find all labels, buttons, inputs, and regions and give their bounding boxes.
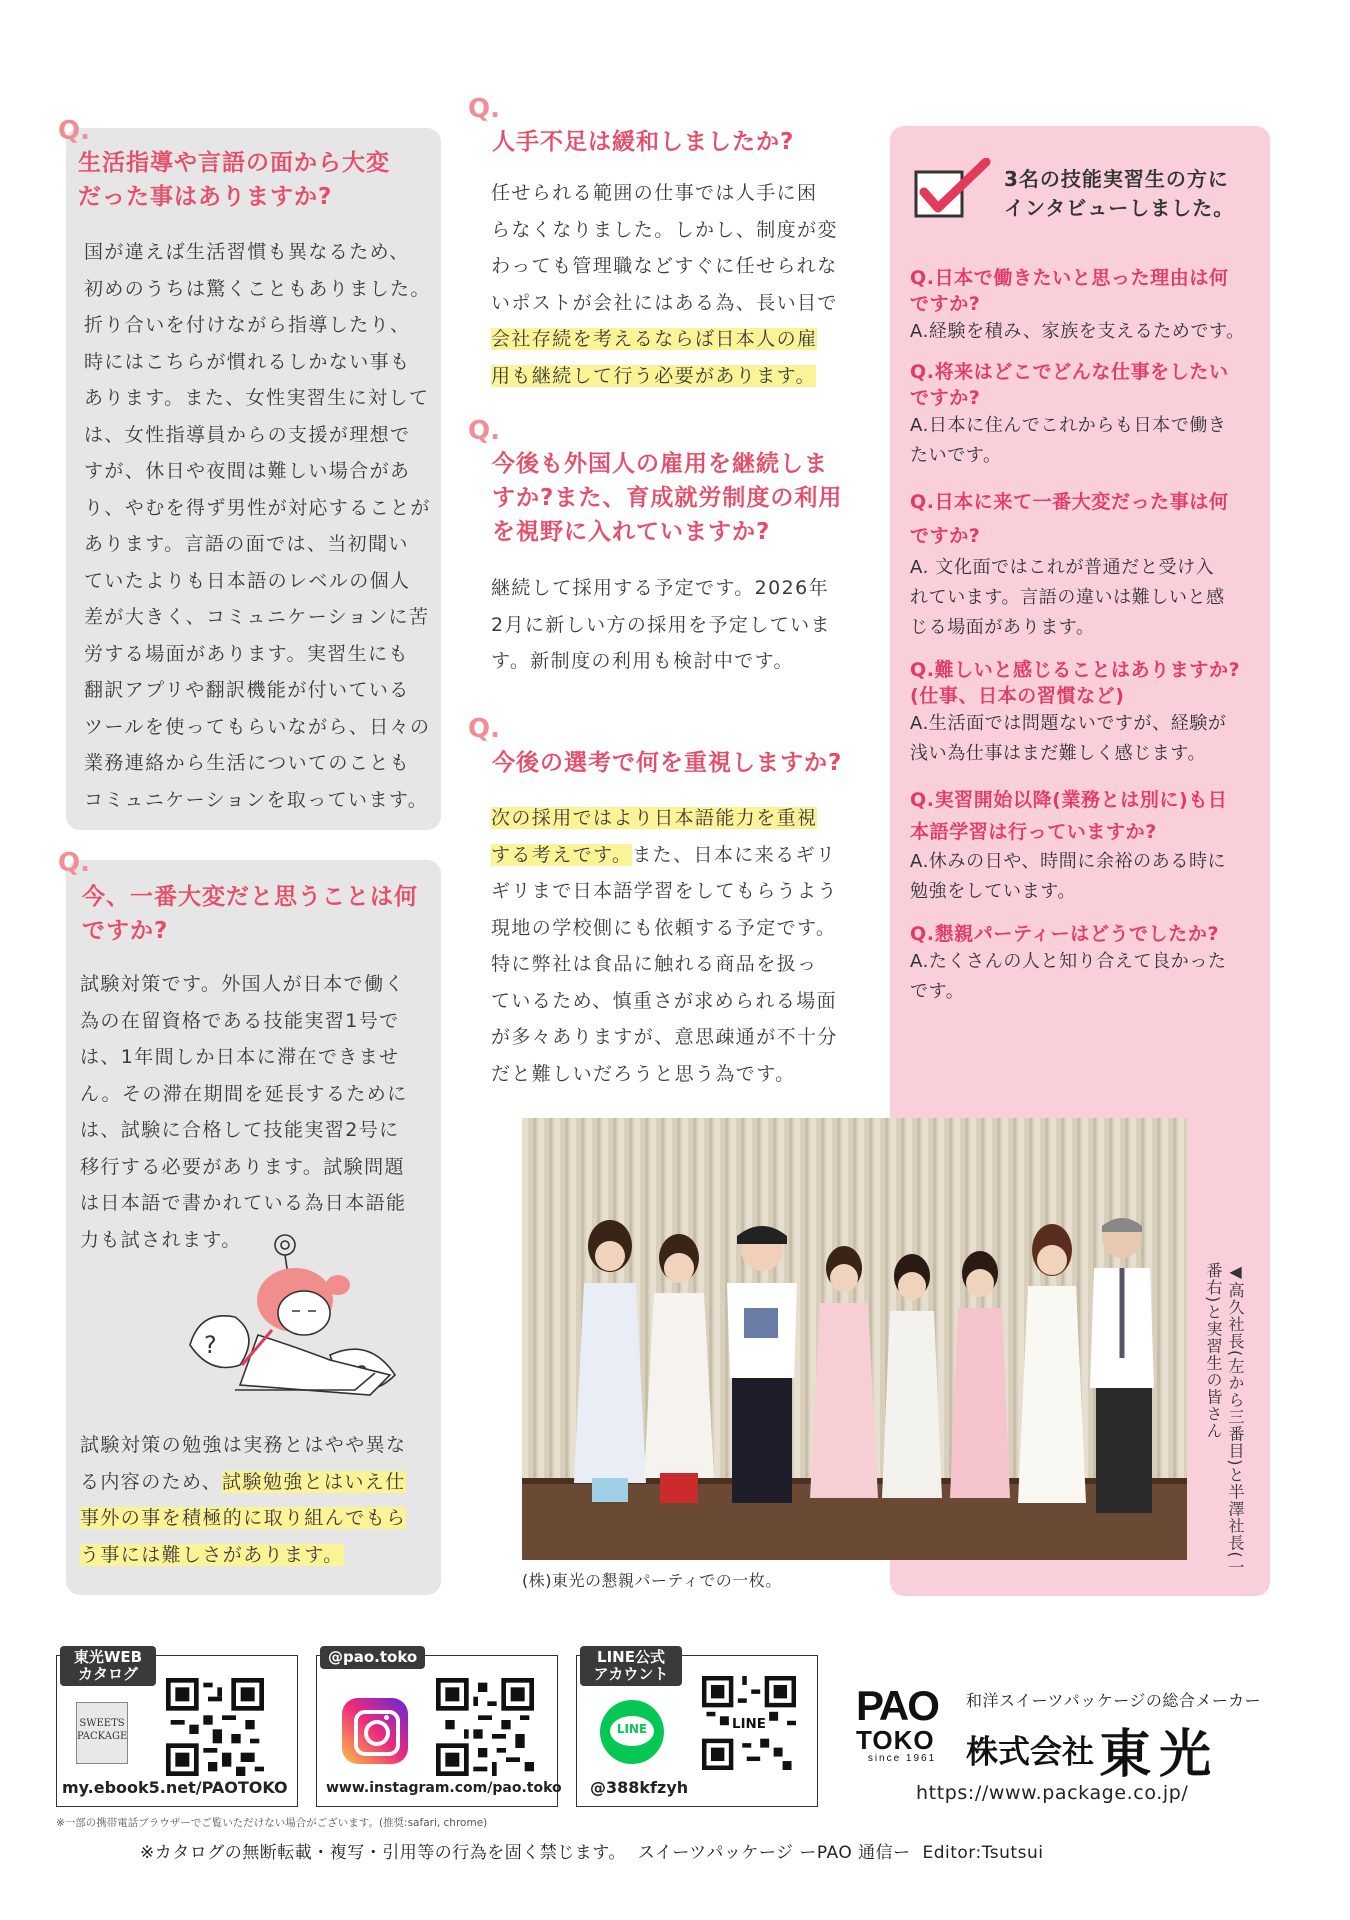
q-mark: Q. (468, 94, 500, 124)
interview-item: Q.懇親パーティーはどうでしたか? A.たくさんの人と知り合えて良かった です。 (910, 923, 1227, 1002)
checkmark-icon (912, 158, 994, 220)
question-title: 今後の選考で何を重視しますか? (492, 750, 843, 776)
catalog-tag: 東光WEB カタログ (60, 1646, 156, 1686)
line-id[interactable]: @388kfzyh (590, 1778, 689, 1797)
interview-item: Q.実習開始以降(業務とは別に)も日 本語学習は行っていますか? A.休みの日や、時間に余裕のある時に 勉強をしています。 (910, 789, 1228, 902)
interview-item: Q.日本に来て一番大変だった事は何 ですか? A. 文化面ではこれが普通だと受け入 れています。言語の違いは難しいと感 じる場面があります。 (910, 491, 1229, 638)
question-title: 人手不足は緩和しましたか? (492, 129, 795, 155)
q-mark: Q. (58, 116, 90, 146)
instagram-tag: @pao.toko (320, 1646, 425, 1669)
photo-side-caption: ◀高久社長(左から三番目)と半澤社長(一番右)と実習生の皆さん (1204, 1262, 1245, 1576)
line-qr-code[interactable] (702, 1676, 796, 1770)
browser-note: ※一部の携帯電話ブラウザーでご覧いただけない場合がございます。(推奨:safari, chrome) (56, 1817, 488, 1829)
photo-caption: (株)東光の懇親パーティでの一枚。 (522, 1571, 782, 1590)
pao-toko-logo: PAO TOKO since 1961 (856, 1682, 938, 1764)
answer-text: 継続して採用する予定です。2026年 2月に新しい方の採用を予定していま す。新制度の利用も検討中です。 (491, 577, 831, 672)
group-photo (522, 1118, 1187, 1560)
copyright-note: ※カタログの無断転載・複写・引用等の行為を固く禁じます。 スイーツパッケージ ーPAO 通信ー Editor:Tsutsui (140, 1843, 1044, 1863)
answer-text-continued: 試験対策の勉強は実務とはやや異な る内容のため、試験勉強とはいえ仕 事外の事を積極的に取り組んでもら う事には難しさがあります。 (80, 1434, 407, 1566)
studying-girl-illustration (180, 1225, 430, 1415)
question-title: 生活指導や言語の面から大変 だった事はありますか? (78, 150, 390, 210)
company-tagline: 和洋スイーツパッケージの総合メーカー (966, 1691, 1262, 1710)
svg-text:LINE: LINE (732, 1716, 766, 1732)
answer-text: 国が違えば生活習慣も異なるため、 初めのうちは驚くこともありました。 折り合いを付けながら指導したり、 時にはこちらが慣れるしかない事も あります。また、女性実習生に対して は、女性指導員からの支援が理想で すが、休日や夜間は難しい場合があ り、やむを得ず男性が対応することが あります。言語の面では、当初聞い ていたよりも日本語のレベルの個人 差が大きく、コミュニケーションに苦 労する場面があります。実習生にも 翻訳アプリや翻訳機能が付いている ツールを使ってもらいながら、日々の 業務連絡から生活についてのことも コミュニケーションを取っています。 (84, 241, 431, 811)
instagram-icon[interactable] (342, 1698, 408, 1764)
interview-list (910, 265, 1262, 1007)
interview-item: Q.日本で働きたいと思った理由は何 ですか? A.経験を積み、家族を支えるためです。 (910, 267, 1245, 342)
answer-text: 試験対策です。外国人が日本で働く 為の在留資格である技能実習1号で は、1年間しか日本に滞在できませ ん。その滞在期間を延長するために は、試験に合格して技能実習2号に 移行する必要があります。試験問題 は日本語で書かれている為日本語能 力も試されます。 (80, 973, 408, 1251)
q-mark: Q. (58, 848, 90, 878)
answer-text: 次の採用ではより日本語能力を重視 する考えです。また、日本に来るギリ ギリまで日本語学習をしてもらうよう 現地の学校側にも依頼する予定です。 特に弊社は食品に触れる商品を扱っ ているため、慎重さが求められる場面 が多々ありますが、意思疎通が不十分 だと難しいだろうと思う為です。 (491, 807, 838, 1085)
company-name: 株式会社 東光 (966, 1724, 1220, 1785)
catalog-book-image: SWEETS PACKAGE (76, 1702, 128, 1764)
q-mark: Q. (468, 714, 500, 744)
svg-text:?: ? (204, 1331, 217, 1359)
line-tag: LINE公式 アカウント (580, 1646, 682, 1686)
interview-item: Q.将来はどこでどんな仕事をしたい ですか? A.日本に住んでこれからも日本で働き たいです。 (910, 361, 1229, 466)
instagram-qr-code[interactable] (436, 1678, 534, 1776)
interview-heading: 3名の技能実習生の方に インタビューしました。 (1004, 167, 1235, 220)
company-url[interactable]: https://www.package.co.jp/ (916, 1782, 1189, 1804)
question-title: 今後も外国人の雇用を継続しま すか?また、育成就労制度の利用 を視野に入れていますか? (492, 451, 843, 545)
interview-item: Q.難しいと感じることはありますか? (仕事、日本の習慣など) A.生活面では問題ないですが、経験が 浅い為仕事はまだ難しく感じます。 (910, 659, 1241, 764)
line-icon[interactable]: LINE (600, 1700, 664, 1764)
instagram-url[interactable]: www.instagram.com/pao.toko (326, 1780, 562, 1796)
catalog-qr-code[interactable] (166, 1678, 264, 1776)
catalog-url[interactable]: my.ebook5.net/PAOTOKO (62, 1778, 288, 1797)
answer-text: 任せられる範囲の仕事では人手に困 らなくなりました。しかし、制度が変 わっても管理職などすぐに任せられな いポストが会社にはある為、長い目で 会社存続を考えるならば日本人の雇 用も継続して行う必要があります。 (491, 182, 838, 387)
q-mark: Q. (468, 416, 500, 446)
question-title: 今、一番大変だと思うことは何 ですか? (82, 884, 418, 944)
